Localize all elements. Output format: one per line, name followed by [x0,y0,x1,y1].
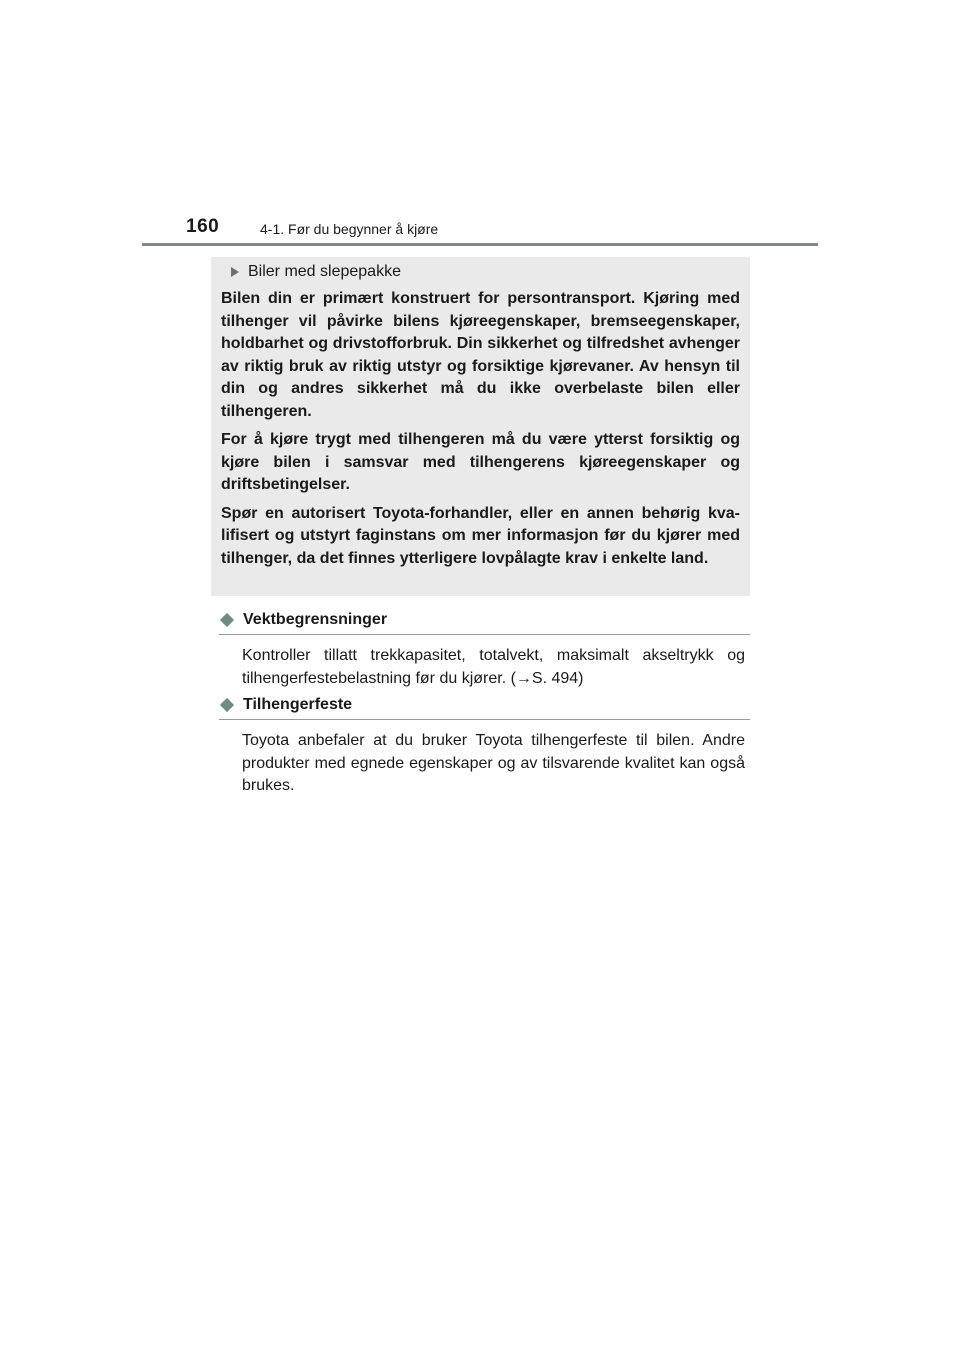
page-number: 160 [186,216,220,237]
section-body: Toyota anbefaler at du bruker Toyota tilhengerfeste til bilen. Andre produkter med egnede egenskaper og av tilsvarende kvalitet kan også brukes. [242,732,745,794]
header-rule [142,243,818,246]
notice-paragraph: Bilen din er primært konstruert for persontransport. Kjøring med tilhenger vil påvirke bilens kjøreegenskaper, bremseegenskaper, holdbarhet og drivstofforbruk. Din sikkerhet og tilfredshet avhenger av riktig bruk av riktig utstyr og forsiktige kjørevaner. Av hensyn til din og andres sikkerhet må du ikke overbelaste bilen eller tilhengeren. [221,290,740,420]
section-body: Kontroller tillatt trekkapasitet, totalvekt, maksimalt akseltrykk og tilhengerfestebelastning før du kjører. (→S. 494) [242,647,745,687]
diamond-bullet-icon [220,613,234,627]
chapter-title: 4-1. Før du begynner å kjøre [260,221,439,237]
section-heading [219,608,750,635]
notice-box [211,257,750,596]
notice-heading-text: Biler med slepepakke [248,263,401,280]
triangle-bullet-icon [231,267,239,277]
section-weight-limits [219,608,750,690]
notice-heading [231,261,740,283]
diamond-bullet-icon [220,698,234,712]
section-title: Vektbegrensninger [243,611,388,628]
section-trailer-hitch [219,693,750,798]
notice-paragraph: For å kjøre trygt med tilhengeren må du være ytterst forsiktig og kjøre bilen i samsvar med tilhengerens kjøreegenskaper og driftsbetingelser. [221,431,740,493]
notice-paragraph: Spør en autorisert Toyota-forhandler, eller en annen behørig kva-lifisert og utstyrt faginstans om mer informasjon før du kjører med tilhenger, da det finnes ytterligere lovpålagte krav i enkelte land. [221,504,740,567]
section-heading [219,693,750,720]
section-title: Tilhengerfeste [243,696,353,713]
